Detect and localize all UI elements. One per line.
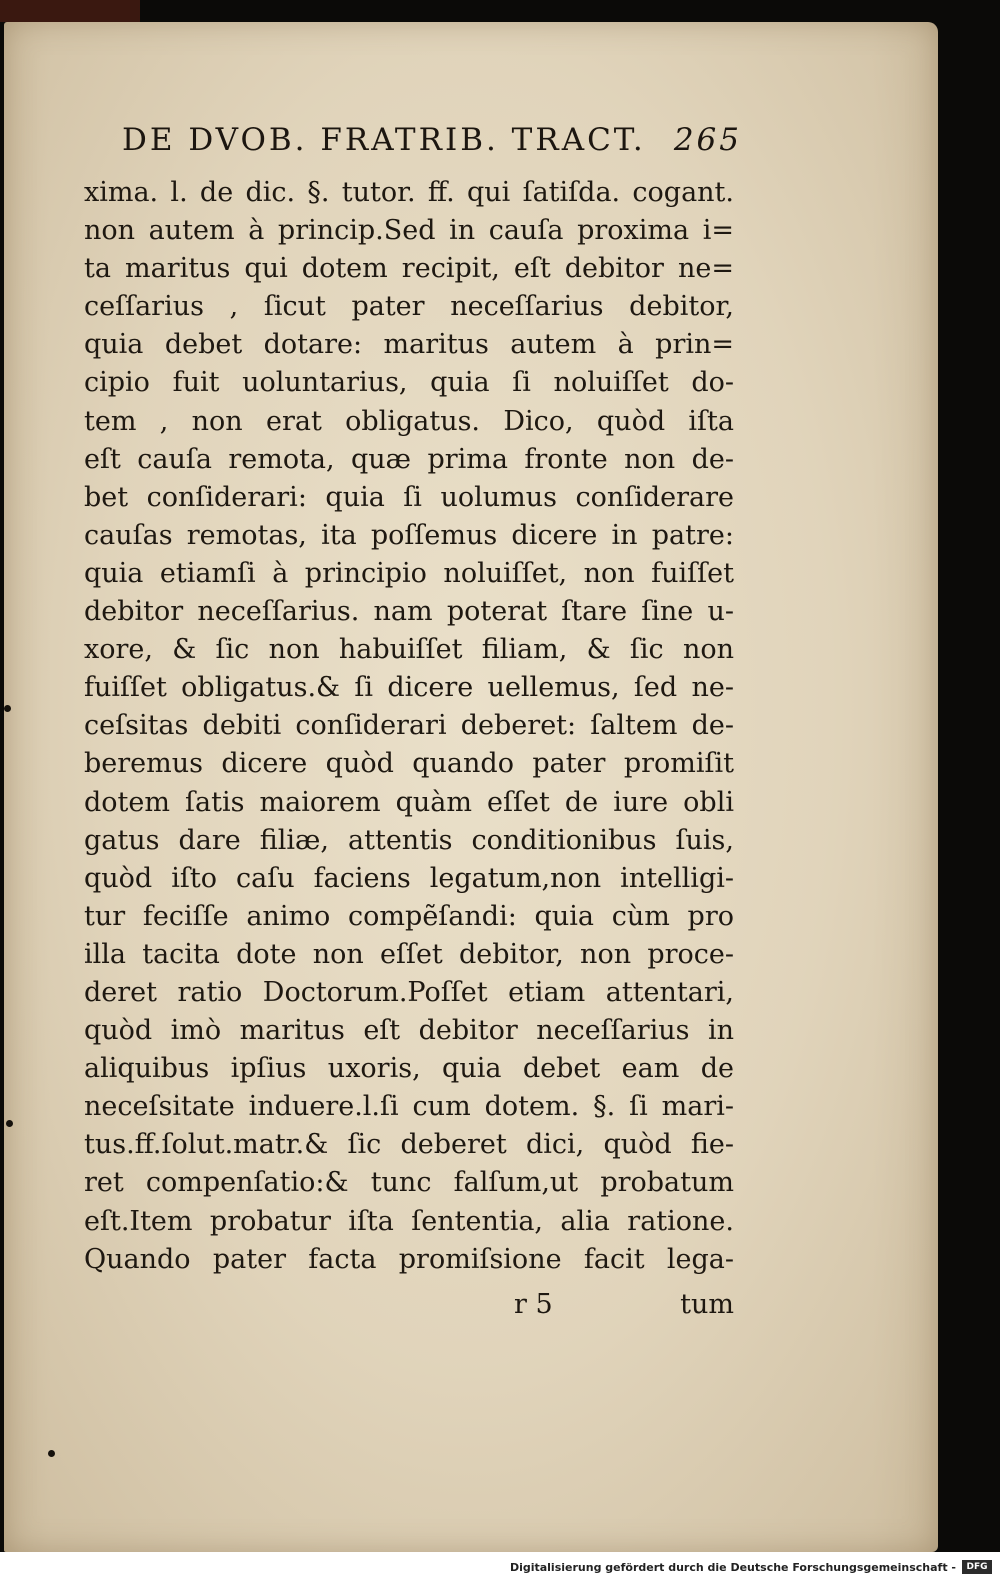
signature-line (504, 1289, 734, 1323)
text-line: beremus dicere quòd quando pater promiſit (84, 748, 734, 780)
text-line: ret compenſatio:& tunc falſum,ut probatum (84, 1167, 734, 1199)
page-number: 265 (673, 122, 742, 158)
text-line: bet conſiderari: quia ſi uolumus conſiderare (84, 481, 734, 513)
text-line: eſt cauſa remota, quæ prima fronte non de- (84, 443, 734, 475)
text-line: xima. l. de dic. §. tutor. ff. qui ſatiſda. cogant. (84, 177, 734, 208)
text-line: tus.ff.ſolut.matr.& ſic deberet dici, quòd fie- (84, 1129, 734, 1161)
text-line: quia etiamſi à principio noluiſſet, non fuiſſet (84, 557, 734, 589)
binding-edge (0, 0, 140, 22)
text-line: deret ratio Doctorum.Poſſet etiam attentari, (84, 976, 734, 1008)
funding-credit: Digitalisierung gefördert durch die Deutsche Forschungsgemeinschaft - (509, 1561, 956, 1574)
text-line: Quando pater facta promiſsione facit lega- (84, 1243, 734, 1275)
text-line: neceſsitate induere.l.ſi cum dotem. §. ſi mari- (84, 1091, 734, 1123)
text-line: dotem ſatis maiorem quàm eſſet de iure obli (84, 786, 734, 818)
signature-mark: r 5 (514, 1289, 553, 1320)
text-line: tur feciſſe animo compẽſandi: quia cùm pro (84, 900, 734, 932)
ink-speck (4, 705, 11, 712)
text-line: debitor neceſſarius. nam poterat ſtare ſine u- (84, 596, 734, 628)
text-line: gatus dare filiæ, attentis conditionibus ſuis, (84, 824, 734, 856)
text-line: illa tacita dote non eſſet debitor, non proce- (84, 938, 734, 970)
text-line: ceſſarius , ſicut pater neceſſarius debitor, (84, 291, 734, 323)
text-line: quòd iſto caſu faciens legatum,non intelligi- (84, 862, 734, 894)
text-line: ta maritus qui dotem recipit, eſt debitor ne= (84, 253, 734, 285)
text-line: eſt.Item probatur iſta ſententia, alia ratione. (84, 1205, 734, 1237)
book-page (4, 22, 938, 1552)
ink-speck (48, 1450, 55, 1457)
text-line: xore, & ſic non habuiſſet filiam, & ſic non (84, 634, 734, 666)
text-line: quia debet dotare: maritus autem à prin= (84, 329, 734, 361)
catchword: tum (680, 1289, 734, 1320)
ink-speck (6, 1120, 13, 1127)
text-line: ceſsitas debiti conſiderari deberet: ſaltem de- (84, 710, 734, 742)
text-line: tem , non erat obligatus. Dico, quòd iſta (84, 405, 734, 437)
text-line: non autem à princip.Sed in cauſa proxima i= (84, 215, 734, 247)
text-line: fuiſſet obligatus.& ſi dicere uellemus, ſed ne- (84, 672, 734, 704)
digitization-footer (0, 1552, 1000, 1582)
text-line: cauſas remotas, ita poſſemus dicere in patre: (84, 519, 734, 551)
page-header (122, 122, 742, 168)
dfg-logo: DFG (962, 1560, 992, 1574)
text-line: aliquibus ipſius uxoris, quia debet eam de (84, 1053, 734, 1085)
running-head: DE DVOB. FRATRIB. TRACT. (122, 122, 646, 158)
text-line: quòd imò maritus eſt debitor neceſſarius in (84, 1015, 734, 1047)
body-text (84, 174, 734, 1279)
text-line: cipio fuit uoluntarius, quia ſi noluiſſet do- (84, 367, 734, 399)
